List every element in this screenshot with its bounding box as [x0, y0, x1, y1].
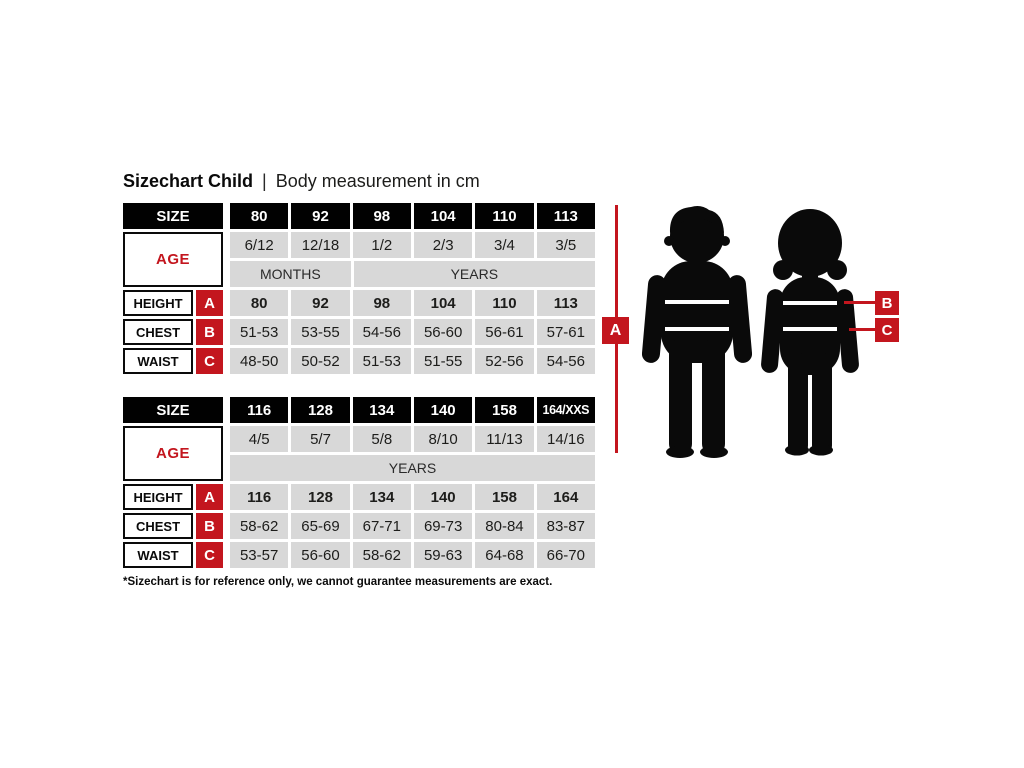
size-column-header: 134	[353, 397, 411, 423]
height-value-cell: 116	[230, 484, 288, 510]
girl-chest-line	[783, 301, 837, 305]
marker-badge-b: B	[196, 319, 223, 345]
measure-label-group	[123, 348, 223, 374]
chest-value-cell: 56-60	[414, 319, 472, 345]
age-label-box: AGE	[123, 426, 223, 481]
age-values-row	[230, 232, 595, 258]
height-value-cell: 140	[414, 484, 472, 510]
age-columns	[230, 232, 595, 287]
size-column-header: 80	[230, 203, 288, 229]
height-value-cell: 134	[353, 484, 411, 510]
size-column-header: 110	[475, 203, 533, 229]
size-column-header: 92	[291, 203, 349, 229]
measure-row-waist	[123, 348, 595, 374]
size-column-header: 128	[291, 397, 349, 423]
height-value-cell: 164	[537, 484, 595, 510]
waist-value-cell: 54-56	[537, 348, 595, 374]
chest-value-cell: 51-53	[230, 319, 288, 345]
age-cell: 1/2	[353, 232, 411, 258]
waist-value-cell: 64-68	[475, 542, 533, 568]
boy-waist-line	[665, 327, 729, 331]
title-main: Sizechart Child	[123, 171, 254, 191]
chest-pointer-line	[844, 301, 876, 304]
marker-b-chest: B	[875, 291, 899, 315]
size-column-header: 164/XXS	[537, 397, 595, 423]
size-column-header: 140	[414, 397, 472, 423]
age-cell: 14/16	[537, 426, 595, 452]
size-header-row	[123, 203, 595, 229]
chest-value-cell: 56-61	[475, 319, 533, 345]
waist-value-cell: 50-52	[291, 348, 349, 374]
waist-value-cell: 51-55	[414, 348, 472, 374]
size-column-header: 113	[537, 203, 595, 229]
waist-pointer-line	[849, 328, 876, 331]
chest-value-cell: 58-62	[230, 513, 288, 539]
measurement-figure	[600, 195, 912, 473]
age-cell: 2/3	[414, 232, 472, 258]
height-value-cell: 92	[291, 290, 349, 316]
measure-label-group	[123, 484, 223, 510]
height-value-cell: 104	[414, 290, 472, 316]
size-header-row	[123, 397, 595, 423]
chest-value-cell: 67-71	[353, 513, 411, 539]
waist-value-cell: 48-50	[230, 348, 288, 374]
age-cell: 6/12	[230, 232, 288, 258]
measure-label-group	[123, 542, 223, 568]
age-values-row	[230, 426, 595, 452]
chest-value-cell: 57-61	[537, 319, 595, 345]
marker-badge-a: A	[196, 484, 223, 510]
height-value-cell: 80	[230, 290, 288, 316]
marker-badge-a: A	[196, 290, 223, 316]
waist-value-cell: 59-63	[414, 542, 472, 568]
marker-a-height: A	[602, 317, 629, 344]
height-value-cell: 113	[537, 290, 595, 316]
age-label-box: AGE	[123, 232, 223, 287]
page-title	[123, 171, 480, 192]
title-separator: |	[262, 171, 267, 191]
sizechart-table-large	[123, 397, 595, 571]
height-value-cell: 98	[353, 290, 411, 316]
footnote: *Sizechart is for reference only, we cannot guarantee measurements are exact.	[123, 576, 553, 588]
measure-label-group	[123, 513, 223, 539]
size-header-cell: SIZE	[123, 203, 223, 229]
waist-value-cell: 58-62	[353, 542, 411, 568]
age-cell: 8/10	[414, 426, 472, 452]
chest-value-cell: 54-56	[353, 319, 411, 345]
waist-value-cell: 56-60	[291, 542, 349, 568]
marker-badge-c: C	[196, 542, 223, 568]
measure-label-box: CHEST	[123, 319, 193, 345]
measure-label-box: HEIGHT	[123, 290, 193, 316]
marker-badge-b: B	[196, 513, 223, 539]
height-value-cell: 128	[291, 484, 349, 510]
size-column-header: 158	[475, 397, 533, 423]
boy-chest-line	[665, 300, 729, 304]
waist-value-cell: 53-57	[230, 542, 288, 568]
marker-badge-c: C	[196, 348, 223, 374]
size-column-header: 98	[353, 203, 411, 229]
waist-value-cell: 52-56	[475, 348, 533, 374]
girl-waist-line	[783, 327, 837, 331]
size-column-header: 104	[414, 203, 472, 229]
chest-value-cell: 69-73	[414, 513, 472, 539]
age-cell: 5/8	[353, 426, 411, 452]
measure-row-chest	[123, 513, 595, 539]
age-block	[123, 232, 595, 287]
age-cell: 3/4	[475, 232, 533, 258]
waist-value-cell: 66-70	[537, 542, 595, 568]
chest-value-cell: 83-87	[537, 513, 595, 539]
marker-c-waist: C	[875, 318, 899, 342]
measure-label-box: WAIST	[123, 348, 193, 374]
age-cell: 3/5	[537, 232, 595, 258]
size-header-cell: SIZE	[123, 397, 223, 423]
height-value-cell: 110	[475, 290, 533, 316]
age-cell: 12/18	[291, 232, 349, 258]
title-subtitle: Body measurement in cm	[275, 171, 480, 191]
age-units-row	[230, 261, 595, 287]
age-columns	[230, 426, 595, 481]
waist-value-cell: 51-53	[353, 348, 411, 374]
age-cell: 5/7	[291, 426, 349, 452]
age-unit-cell: YEARS	[354, 261, 595, 287]
measure-label-box: HEIGHT	[123, 484, 193, 510]
measure-row-waist	[123, 542, 595, 568]
age-unit-cell: YEARS	[230, 455, 595, 481]
age-unit-cell: MONTHS	[230, 261, 351, 287]
size-column-header: 116	[230, 397, 288, 423]
height-value-cell: 158	[475, 484, 533, 510]
measure-label-group	[123, 290, 223, 316]
measure-label-box: CHEST	[123, 513, 193, 539]
age-cell: 11/13	[475, 426, 533, 452]
measure-row-chest	[123, 319, 595, 345]
measure-label-box: WAIST	[123, 542, 193, 568]
measure-row-height	[123, 484, 595, 510]
measure-row-height	[123, 290, 595, 316]
chest-value-cell: 80-84	[475, 513, 533, 539]
age-units-row	[230, 455, 595, 481]
sizechart-table-small	[123, 203, 595, 377]
girl-silhouette-icon	[758, 207, 862, 457]
measure-label-group	[123, 319, 223, 345]
age-block	[123, 426, 595, 481]
chest-value-cell: 65-69	[291, 513, 349, 539]
chest-value-cell: 53-55	[291, 319, 349, 345]
age-cell: 4/5	[230, 426, 288, 452]
boy-silhouette-icon	[641, 203, 753, 459]
